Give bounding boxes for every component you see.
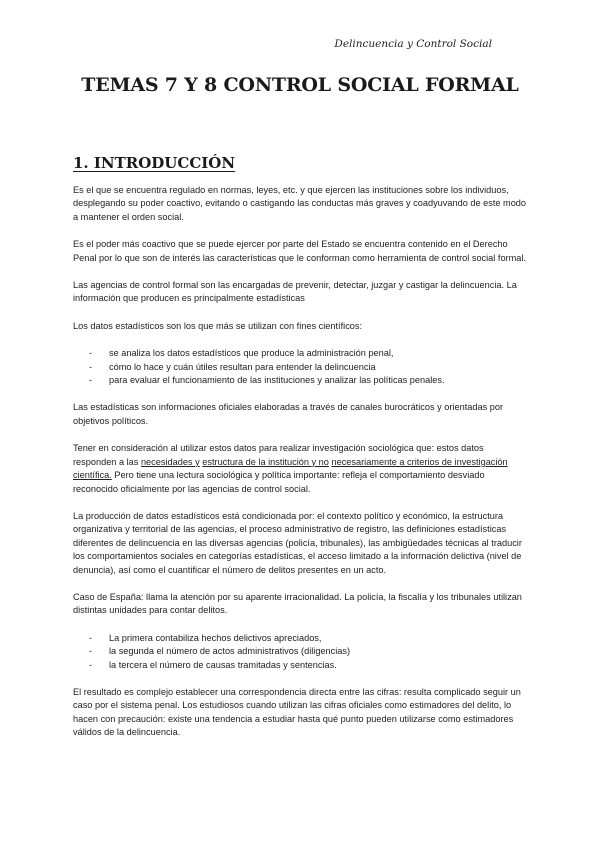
list-item: - para evaluar el funcionamiento de las instituciones y analizar las políticas penales. [73, 374, 527, 387]
section-heading: 1. INTRODUCCIÓN [73, 154, 236, 172]
list-item: - la tercera el número de causas tramitadas y sentencias. [73, 659, 527, 672]
paragraph: Caso de España: llama la atención por su aparente irracionalidad. La policía, la fiscalía y los tribunales utilizan distintas unidades para contar delitos. [73, 591, 522, 616]
text-run: Tener en consideración al utilizar estos datos para realizar investigación sociológica que: estos datos responden a las [73, 443, 484, 467]
paragraph: Los datos estadísticos son los que más se utilizan con fines científicos: [73, 320, 363, 331]
paragraph: Las estadísticas son informaciones oficiales elaboradas a través de canales burocráticos y orientadas por objetivos políticos. [73, 402, 504, 426]
body-text [73, 184, 527, 754]
paragraph [73, 442, 527, 496]
underlined-text: estructura de la institución y no [202, 456, 329, 467]
paragraph: La producción de datos estadísticos está condicionada por: el contexto político y económico, la estructura organizativa y territorial de las agencias, el proceso administrativo de registro, las definiciones estadísticas diferentes de delincuencia en las diversas agencias (policía, tribunales), las ambigüedades técnicas al traducir los comportamientos sociales en categorías estadísticas, el acceso limitado a la información delictiva (nivel de denuncia), así como el cuantificar el número de delitos presentes en un acto. [73, 510, 522, 575]
list-item: - la segunda el número de actos administrativos (diligencias) [73, 645, 527, 658]
paragraph: Es el poder más coactivo que se puede ejercer por parte del Estado se encuentra contenido en el Derecho Penal por lo que son de interés las características que le conforman como herramienta de control social formal. [73, 239, 526, 263]
bullet-list [73, 632, 527, 672]
list-item: - se analiza los datos estadísticos que produce la administración penal, [73, 347, 527, 360]
text-run: Pero tiene una lectura sociológica y política importante: refleja el comportamiento desviado reconocido oficialmente por las agencias de control social. [73, 470, 485, 494]
paragraph: El resultado es complejo establecer una correspondencia directa entre las cifras: resulta complicado seguir un caso por el sistema penal. Los estudiosos cuando utilizan las cifras oficiales como estimadores del delito, lo hacen con precaución: existe una tendencia a estudiar hasta qué punto pueden utilizarse como estimadores válidos de la delincuencia. [73, 686, 521, 738]
list-item: - La primera contabiliza hechos delictivos apreciados, [73, 632, 527, 645]
bullet-list [73, 347, 527, 387]
running-header: Delincuencia y Control Social [334, 38, 492, 50]
underlined-text: necesariamente a criterios de investigación [331, 456, 508, 467]
underlined-text: científica. [73, 470, 112, 481]
underlined-text: necesidades y [140, 456, 200, 467]
paragraph: Es el que se encuentra regulado en normas, leyes, etc. y que ejercen las instituciones sobre los individuos, desplegando su poder coactivo, evitando o castigando las conductas más graves y coadyuvando de este modo a mantener el orden social. [73, 185, 527, 222]
paragraph: Las agencias de control formal son las encargadas de prevenir, detectar, juzgar y castigar la delincuencia. La información que producen es principalmente estadísticas [73, 280, 517, 304]
list-item: - cómo lo hace y cuán útiles resultan para entender la delincuencia [73, 361, 527, 374]
document-title: TEMAS 7 Y 8 CONTROL SOCIAL FORMAL [81, 74, 519, 96]
